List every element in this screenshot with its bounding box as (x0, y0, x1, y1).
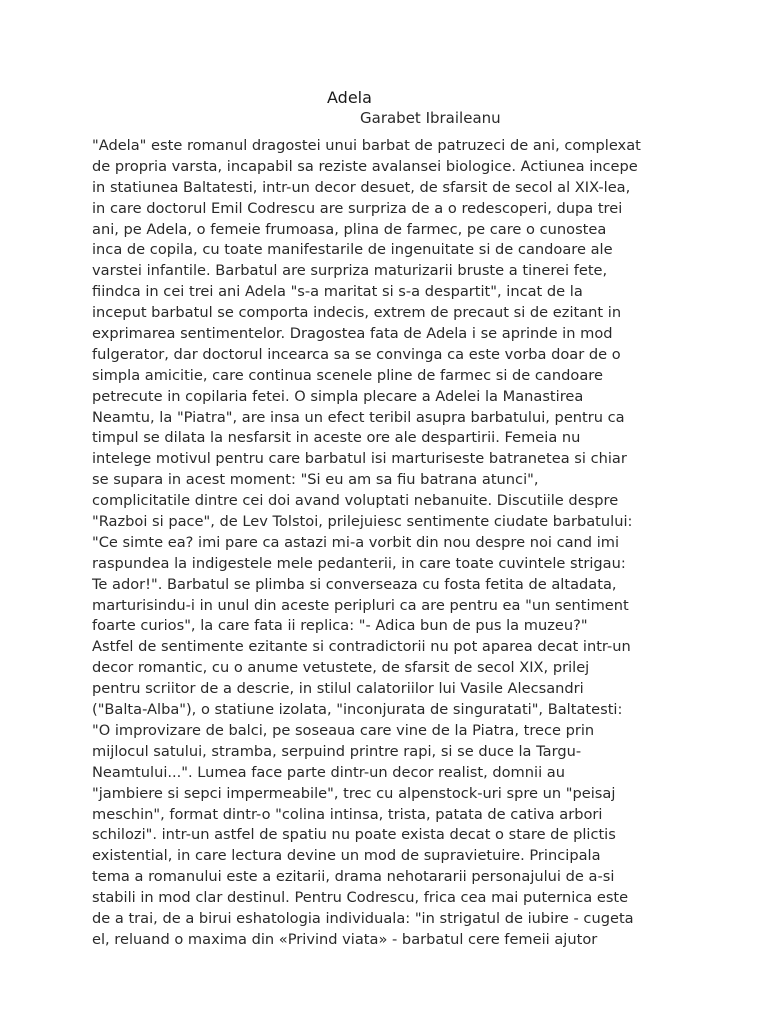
body-line: "Razboi si pace", de Lev Tolstoi, prilejuiesc sentimente ciudate barbatului: (92, 513, 633, 531)
body-line: exprimarea sentimentelor. Dragostea fata de Adela i se aprinde in mod (92, 325, 613, 343)
body-line: Te ador!". Barbatul se plimba si converseaza cu fosta fetita de altadata, (92, 575, 617, 593)
body-line: se supara in acest moment: "Si eu am sa fiu batrana atunci", (92, 471, 539, 489)
body-line: de propria varsta, incapabil sa reziste avalansei biologice. Actiunea incepe (92, 157, 638, 175)
document-body (92, 136, 712, 951)
body-line: tema a romanului este a ezitarii, drama nehotararii personajului de a-si (92, 868, 615, 886)
body-line: "Ce simte ea? imi pare ca astazi mi-a vorbit din nou despre noi cand imi (92, 533, 620, 551)
body-line: "Adela" este romanul dragostei unui barbat de patruzeci de ani, complexat (92, 137, 641, 154)
body-line: intelege motivul pentru care barbatul isi marturiseste batranetea si chiar (92, 450, 627, 468)
body-line: meschin", format dintr-o "colina intinsa, trista, patata de cativa arbori (92, 805, 603, 823)
body-line: raspundea la indigestele mele pedanterii, in care toate cuvintele strigau: (92, 554, 626, 572)
body-line: simpla amicitie, care continua scenele pline de farmec si de candoare (92, 366, 603, 384)
body-line: timpul se dilata la nesfarsit in aceste ore ale despartirii. Femeia nu (92, 429, 581, 447)
body-line: pentru scriitor de a descrie, in stilul calatoriilor lui Vasile Alecsandri (92, 680, 584, 698)
body-line: decor romantic, cu o anume vetustete, de sfarsit de secol XIX, prilej (92, 659, 590, 677)
body-line: mijlocul satului, stramba, serpuind printre rapi, si se duce la Targu- (92, 742, 582, 760)
body-line: petrecute in copilaria fetei. O simpla plecare a Adelei la Manastirea (92, 387, 584, 405)
body-line: de a trai, de a birui eshatologia individuala: "in strigatul de iubire - cugeta (92, 909, 634, 927)
body-line: inceput barbatul se comporta indecis, extrem de precaut si de ezitant in (92, 304, 622, 322)
body-line: complicitatile dintre cei doi avand voluptati nebanuite. Discutiile despre (92, 492, 619, 510)
body-line: inca de copila, cu toate manifestarile de ingenuitate si de candoare ale (92, 241, 613, 259)
body-line: fulgerator, dar doctorul incearca sa se convinga ca este vorba doar de o (92, 345, 621, 363)
body-line: Astfel de sentimente ezitante si contradictorii nu pot aparea decat intr-un (92, 638, 631, 656)
body-line: varstei infantile. Barbatul are surpriza maturizarii bruste a tinerei fete, (92, 262, 608, 280)
body-line: stabili in mod clar destinul. Pentru Codrescu, frica cea mai puternica este (92, 889, 629, 907)
body-line: in care doctorul Emil Codrescu are surpriza de a o redescoperi, dupa trei (92, 199, 623, 217)
document-title: Adela (327, 88, 372, 107)
body-line: fiindca in cei trei ani Adela "s-a maritat si s-a despartit", incat de la (92, 283, 583, 301)
body-line: Neamtului...". Lumea face parte dintr-un decor realist, domnii au (92, 763, 565, 781)
body-line: el, reluand o maxima din «Privind viata» - barbatul cere femeii ajutor (92, 930, 598, 948)
body-line: ("Balta-Alba"), o statiune izolata, "inconjurata de singuratati", Baltatesti: (92, 701, 623, 719)
body-line: schilozi". intr-un astfel de spatiu nu poate exista decat o stare de plictis (92, 826, 616, 844)
body-line: ani, pe Adela, o femeie frumoasa, plina de farmec, pe care o cunostea (92, 220, 607, 238)
body-line: marturisindu-i in unul din aceste peripluri ca are pentru ea "un sentiment (92, 596, 629, 614)
body-line: existential, in care lectura devine un mod de supravietuire. Principala (92, 847, 601, 865)
body-line: in statiunea Baltatesti, intr-un decor desuet, de sfarsit de secol al XIX-lea, (92, 178, 631, 196)
body-line: Neamtu, la "Piatra", are insa un efect teribil asupra barbatului, pentru ca (92, 408, 625, 426)
body-line: "O improvizare de balci, pe soseaua care vine de la Piatra, trece prin (92, 721, 595, 739)
document-author: Garabet Ibraileanu (360, 109, 501, 127)
body-line: foarte curios", la care fata ii replica: "- Adica bun de pus la muzeu?" (92, 617, 588, 635)
body-line: "jambiere si sepci impermeabile", trec cu alpenstock-uri spre un "peisaj (92, 784, 616, 802)
